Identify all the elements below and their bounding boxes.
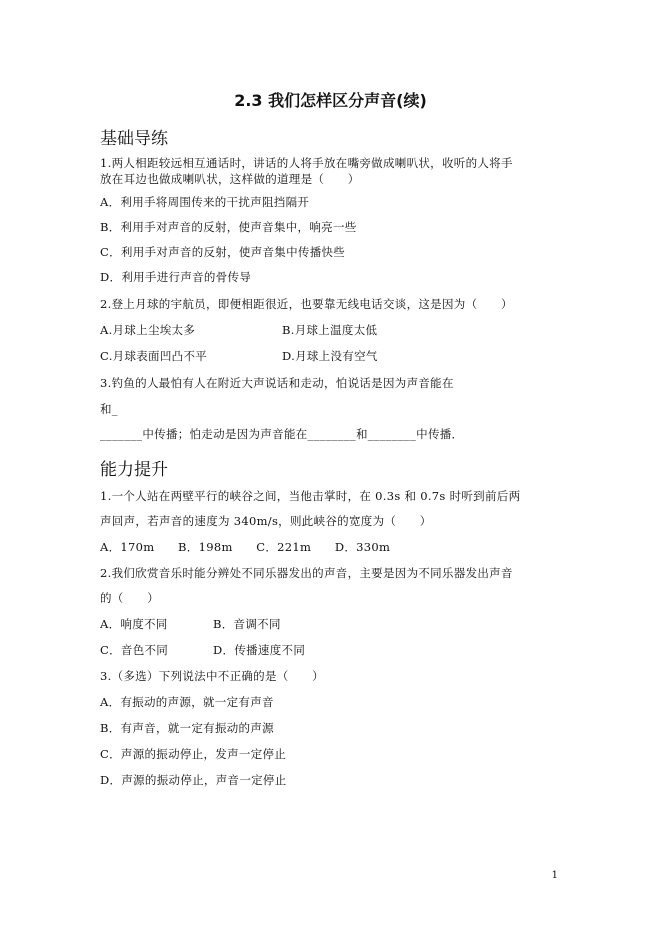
ability-q1-stem-line2: 声回声，若声音的速度为 340m/s，则此峡谷的宽度为（ ） bbox=[100, 514, 432, 528]
ability-q1-options: A．170m B．198m C．221m D．330m bbox=[100, 540, 391, 554]
basic-q2-option-a: A.月球上尘埃太多 bbox=[100, 323, 196, 337]
basic-q2-option-b: B.月球上温度太低 bbox=[282, 323, 378, 337]
ability-q3-option-d: D．声源的振动停止，声音一定停止 bbox=[100, 773, 287, 787]
basic-q1-option-c: C．利用手对声音的反射，使声音集中传播快些 bbox=[100, 245, 346, 259]
ability-q2-stem-line2: 的（ ） bbox=[100, 591, 159, 605]
page-title: 2.3 我们怎样区分声音(续) bbox=[234, 91, 427, 110]
ability-q3-option-a: A．有振动的声源，就一定有声音 bbox=[100, 695, 274, 709]
ability-q2-option-c: C．音色不同 bbox=[100, 643, 169, 657]
basic-q1-option-d: D．利用手进行声音的骨传导 bbox=[100, 270, 252, 284]
basic-q2-option-c: C.月球表面凹凸不平 bbox=[100, 349, 208, 363]
basic-q1-stem-line2: 放在耳边也做成喇叭状，这样做的道理是（ ） bbox=[100, 172, 360, 186]
ability-q1-stem-line1: 1.一个人站在两壁平行的峡谷之间，当他击掌时，在 0.3s 和 0.7s 时听到前后两 bbox=[100, 489, 521, 503]
page-number: 1 bbox=[551, 870, 558, 881]
basic-q3-line1: 3.钓鱼的人最怕有人在附近大声说话和走动，怕说话是因为声音能在 bbox=[100, 376, 454, 390]
basic-q3-line3: _______中传播；怕走动是因为声音能在________和________中传播． bbox=[100, 427, 464, 441]
ability-q2-stem-line1: 2.我们欣赏音乐时能分辨处不同乐器发出的声音，主要是因为不同乐器发出声音 bbox=[100, 566, 513, 580]
ability-q3-option-c: C．声源的振动停止，发声一定停止 bbox=[100, 747, 287, 761]
ability-q2-option-b: B．音调不同 bbox=[213, 617, 281, 631]
ability-q3-stem: 3.（多选）下列说法中不正确的是（ ） bbox=[100, 669, 324, 683]
ability-q2-option-a: A．响度不同 bbox=[100, 617, 168, 631]
basic-q2-option-d: D.月球上没有空气 bbox=[282, 349, 378, 363]
section-heading-ability: 能力提升 bbox=[100, 460, 168, 480]
section-heading-basic: 基础导练 bbox=[100, 129, 168, 149]
basic-q1-stem-line1: 1.两人相距较远相互通话时，讲话的人将手放在嘴旁做成喇叭状，收听的人将手 bbox=[100, 156, 513, 170]
basic-q1-option-a: A．利用手将周围传来的干扰声阻挡隔开 bbox=[100, 195, 310, 209]
ability-q2-option-d: D．传播速度不同 bbox=[213, 643, 306, 657]
basic-q1-option-b: B．利用手对声音的反射，使声音集中，响亮一些 bbox=[100, 220, 357, 234]
basic-q3-line2: 和_ bbox=[100, 402, 118, 416]
ability-q3-option-b: B．有声音，就一定有振动的声源 bbox=[100, 721, 274, 735]
basic-q2-stem: 2.登上月球的宇航员，即便相距很近，也要靠无线电话交谈，这是因为（ ） bbox=[100, 297, 513, 311]
